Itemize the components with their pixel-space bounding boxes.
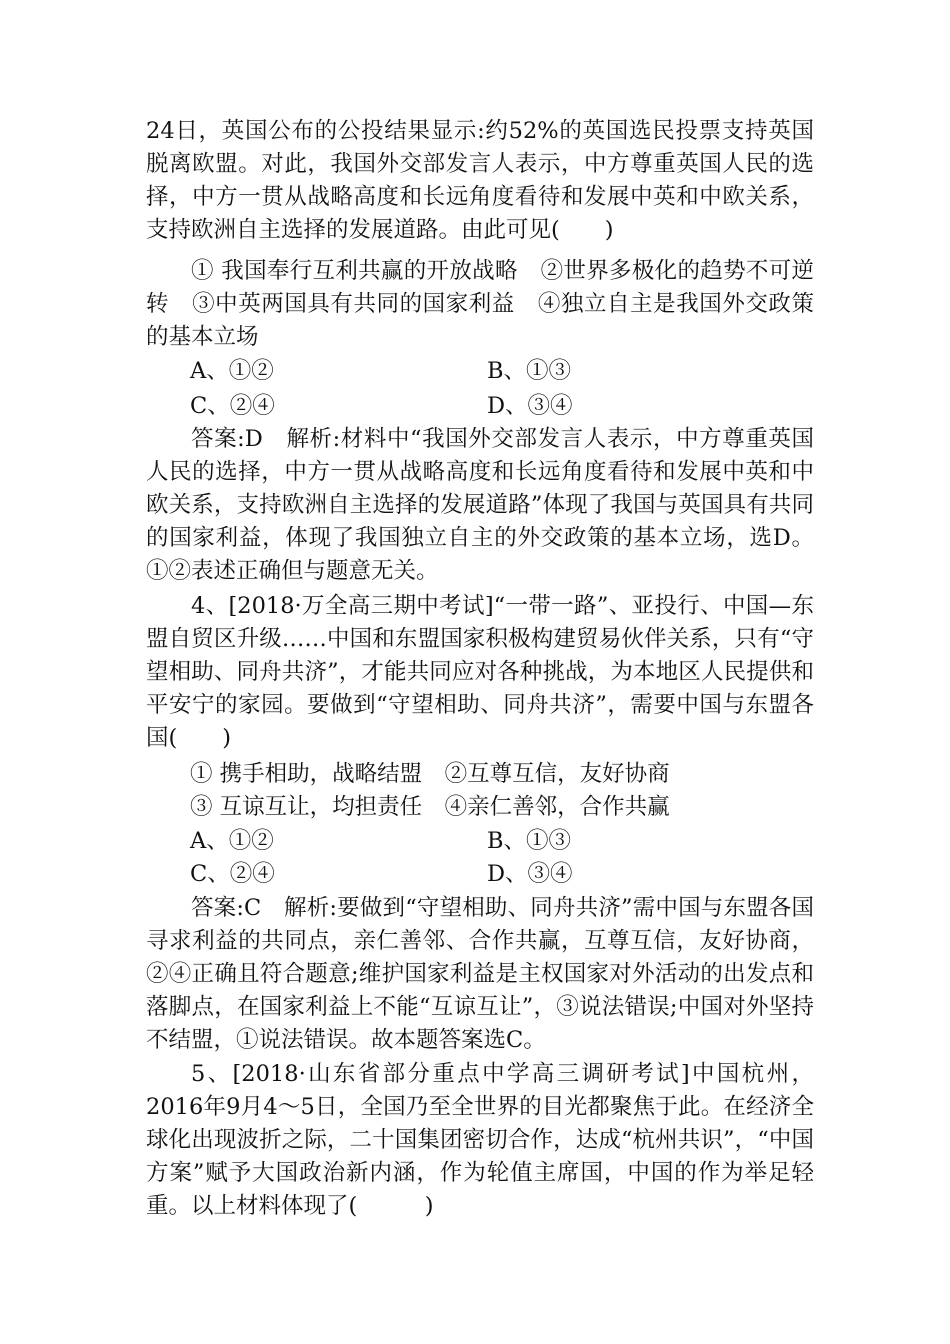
q3-answer: 答案:D 解析:材料中“我国外交部发言人表示，中方尊重英国人民的选择，中方一贯从战略高度和长远角度看待和发展中英和中欧关系，支持欧洲自主选择的发展道路”体现了我国与英国具有共同的国家利益，体现了我国独立自主的外交政策的基本立场，选D。①②表述正确但与题意无关。: [146, 426, 814, 584]
q4-option-a: A、①②: [190, 828, 274, 854]
q4-stem: 4、[2018·万全高三期中考试]“一带一路”、亚投行、中国—东盟自贸区升级……中国和东盟国家积极构建贸易伙伴关系，只有“守望相助、同舟共济”，才能共同应对各种挑战，为本地区人民提供和平安宁的家园。要做到“守望相助、同舟共济”，需要中国与东盟各国( ): [146, 593, 814, 751]
q4-option-b: B、①③: [487, 828, 572, 854]
q3-option-b: B、①③: [487, 358, 572, 384]
q3-stem: 24日，英国公布的公投结果显示:约52%的英国选民投票支持英国脱离欧盟。对此，我国外交部发言人表示，中方尊重英国人民的选择，中方一贯从战略高度和长远角度看待和发展中英和中欧关系，支持欧洲自主选择的发展道路。由此可见( ): [146, 118, 814, 243]
q5-stem: 5、[2018·山东省部分重点中学高三调研考试]中国杭州，2016年9月4～5日，全国乃至全世界的目光都聚焦于此。在经济全球化出现波折之际，二十国集团密切合作，达成“杭州共识”，“中国方案”赋予大国政治新内涵，作为轮值主席国，中国的作为举足轻重。以上材料体现了( ): [146, 1061, 814, 1219]
q4-statements-line-2: ③ 互谅互让，均担责任 ④亲仁善邻，合作共赢: [190, 794, 670, 820]
q4-option-d: D、③④: [487, 861, 573, 887]
q4-answer: 答案:C 解析:要做到“守望相助、同舟共济”需中国与东盟各国寻求利益的共同点，亲仁善邻、合作共赢，互尊互信，友好协商，②④正确且符合题意;维护国家利益是主权国家对外活动的出发点和落脚点，在国家利益上不能“互谅互让”，③说法错误;中国对外坚持不结盟，①说法错误。故本题答案选C。: [146, 895, 814, 1053]
q4-option-c: C、②④: [190, 861, 275, 887]
q3-option-c: C、②④: [190, 393, 275, 419]
q4-statements-line-1: ① 携手相助，战略结盟 ②互尊互信，友好协商: [190, 761, 670, 787]
q3-option-d: D、③④: [487, 393, 573, 419]
q3-option-a: A、①②: [190, 358, 274, 384]
q3-statements: ① 我国奉行互利共赢的开放战略 ②世界多极化的趋势不可逆转 ③中英两国具有共同的国家利益 ④独立自主是我国外交政策的基本立场: [146, 258, 814, 350]
